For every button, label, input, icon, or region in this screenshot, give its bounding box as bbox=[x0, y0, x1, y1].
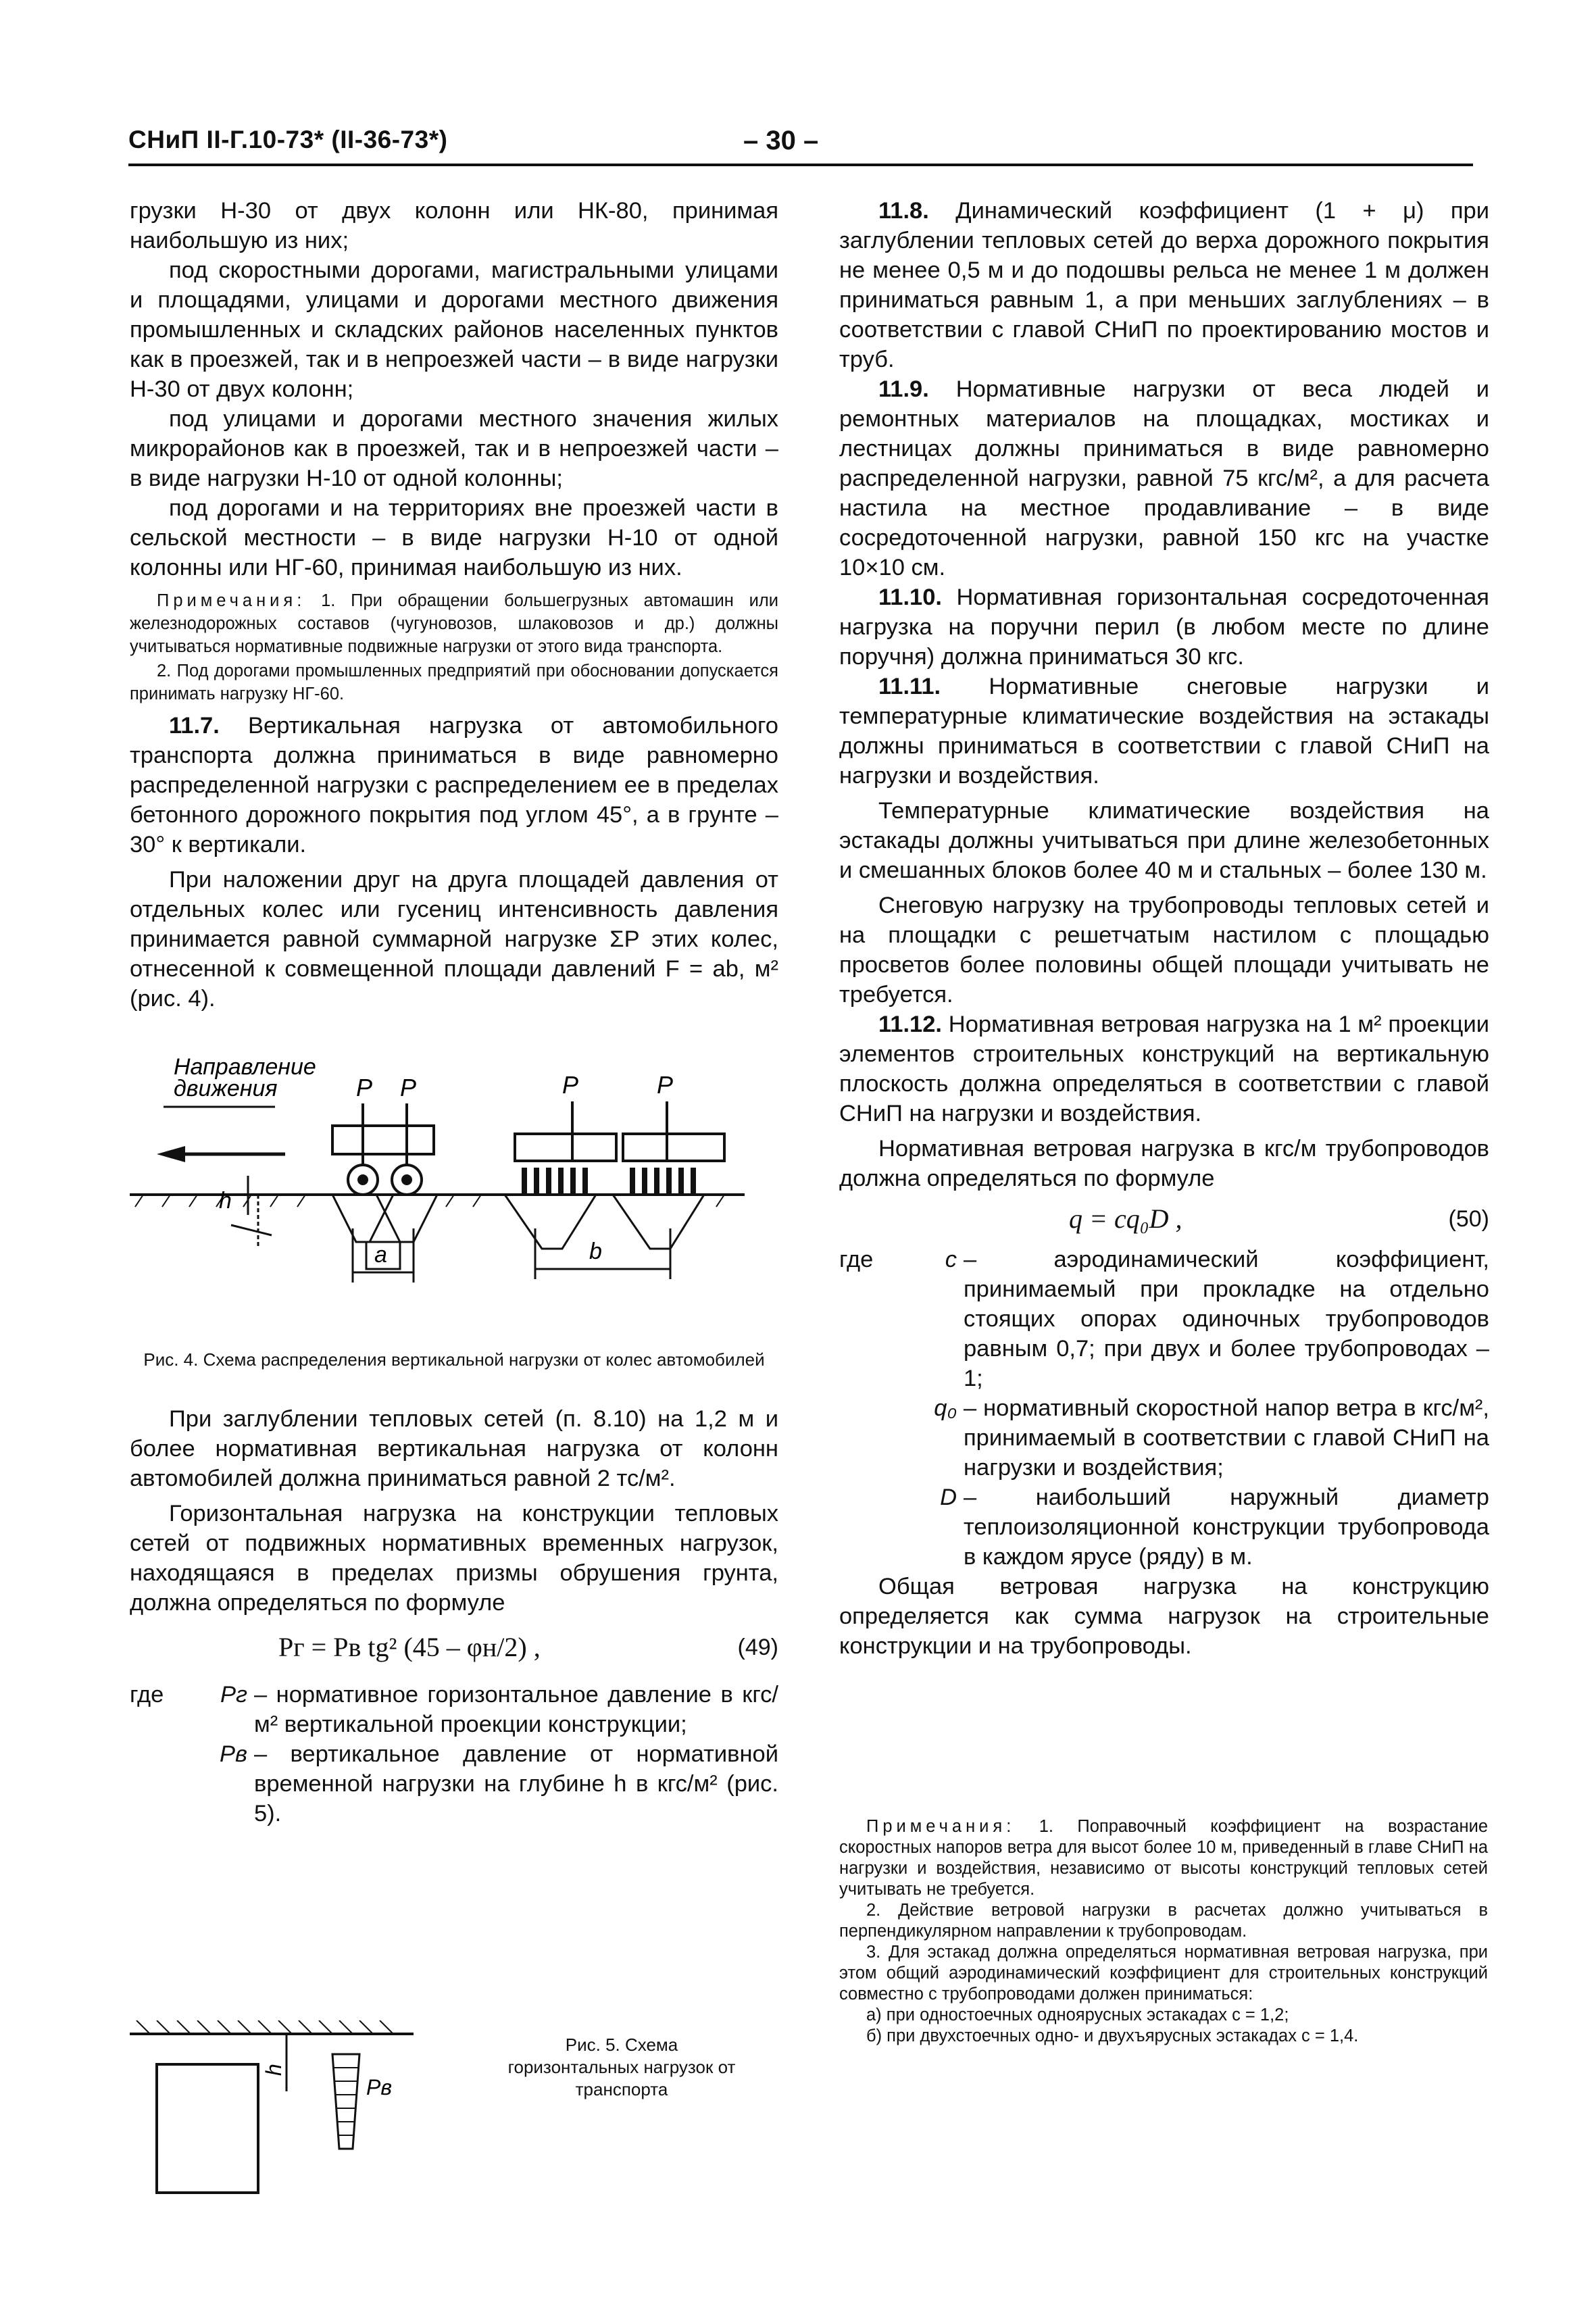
definition-c bbox=[839, 1245, 1489, 1393]
symbol: q₀ bbox=[934, 1395, 957, 1421]
symbol: c bbox=[945, 1247, 957, 1272]
note: 2. Под дорогами промышленных предприятий при обосновании допускается принимать нагрузку НГ-60. bbox=[130, 662, 778, 703]
right-column bbox=[839, 196, 1489, 1661]
definition-text: – аэродинамический коэффициент, принимаемый при прокладке на отдельно стоящих опорах одиночных трубопроводов равным 0,7; при двух и более трубопроводах – 1; bbox=[964, 1247, 1489, 1391]
note bbox=[130, 589, 778, 658]
definition-q0 bbox=[839, 1393, 1489, 1483]
paragraph: под улицами и дорогами местного значения жилых микрорайонов как в проезжей, так и в непроезжей части – в виде нагрузки Н-10 от одной колонны; bbox=[130, 406, 778, 491]
note-heading: Примечания: bbox=[866, 1817, 1016, 1836]
figure-4 bbox=[130, 1026, 778, 1404]
clause-11-7 bbox=[130, 711, 778, 860]
dimension-label-b: b bbox=[589, 1239, 602, 1264]
symbol: Pв bbox=[219, 1741, 247, 1767]
formula-49-definitions bbox=[130, 1680, 778, 1828]
paragraph: Снеговую нагрузку на трубопроводы тепловых сетей и на площадки с решетчатым настилом с площадью просветов более половины общей площади учитывать не требуется. bbox=[839, 893, 1489, 1007]
dimension-label-a: a bbox=[374, 1242, 387, 1268]
definition-pv bbox=[130, 1739, 778, 1828]
clause-text: Вертикальная нагрузка от автомобильного транспорта должна приниматься в виде равномерно распределенной нагрузки с распределением ее в пределах бетонного дорожного покрытия под углом 45°, а в грунте – 30° к вертикали. bbox=[130, 713, 778, 857]
formula-50-number: (50) bbox=[1448, 1206, 1489, 1232]
clause-text: Нормативные снеговые нагрузки и температурные климатические воздействия на эстакады должны приниматься в соответствии с главой СНиП на нагрузки и воздействия. bbox=[839, 674, 1489, 789]
note bbox=[839, 1816, 1488, 1900]
right-notes bbox=[839, 1816, 1488, 2047]
car-axle-loads bbox=[332, 1101, 724, 1180]
clause-11-10 bbox=[839, 582, 1489, 672]
clause-11-8 bbox=[839, 196, 1489, 374]
ground-hatching bbox=[136, 2020, 393, 2034]
paragraph: При наложении друг на друга площадей давления от отдельных колес или гусениц интенсивность давления принимается равной суммарной нагрузке ΣP этих колес, отнесенной к совмещенной площади давлений F = ab, м² (рис. 4). bbox=[130, 867, 778, 1012]
dimension-b bbox=[535, 1228, 670, 1279]
definition-pg bbox=[130, 1680, 778, 1739]
load-label-p: P bbox=[657, 1071, 674, 1099]
clause-number: 11.10. bbox=[878, 584, 943, 610]
paragraph: Горизонтальная нагрузка на конструкции тепловых сетей от подвижных нормативных временных нагрузок, находящаяся в пределах призмы обрушения грунта, должна определяться по формуле bbox=[130, 1501, 778, 1616]
paragraph: Нормативная ветровая нагрузка в кгс/м трубопроводов должна определяться по формуле bbox=[839, 1136, 1489, 1191]
figure-5-caption: Рис. 5. Схема горизонтальных нагрузок от транспорта bbox=[507, 2035, 736, 2099]
clause-number: 11.9. bbox=[878, 376, 929, 402]
definition-d bbox=[839, 1483, 1489, 1572]
note-text: 1. При обращении большегрузных автомашин или железнодорожных составов (чугуновозов, шлаковозов и др.) должны учитываться нормативные подвижные нагрузки от этого вида транспорта. bbox=[130, 591, 778, 656]
depth-label-h: h bbox=[219, 1188, 232, 1214]
direction-label-line2: движения bbox=[174, 1076, 278, 1101]
clause-number: 11.7. bbox=[169, 713, 220, 739]
pressure-distribution-lines bbox=[332, 1195, 704, 1249]
track-treads bbox=[522, 1168, 696, 1193]
clause-text: Нормативная горизонтальная сосредоточенная нагрузка на поручни перил (в любом месте по длине поручня) должна приниматься 30 кгс. bbox=[839, 584, 1489, 670]
clause-text: Нормативные нагрузки от веса людей и ремонтных материалов на площадках, мостиках и лестницах должны приниматься в виде равномерно распределенной нагрузки, равной 75 кгс/м², а для расчета настила на местное продавливание – в виде сосредоточенной нагрузки, равной 150 кгс на участке 10×10 см. bbox=[839, 376, 1489, 580]
page-number: – 30 – bbox=[743, 126, 819, 155]
definition-text: – вертикальное давление от нормативной временной нагрузки на глубине h в кгс/м² (рис. 5). bbox=[254, 1741, 778, 1826]
clause-text: Нормативная ветровая нагрузка на 1 м² проекции элементов строительных конструкций на вертикальную плоскость должна определяться в соответствии с главой СНиП на нагрузки и воздействия. bbox=[839, 1012, 1489, 1126]
conduit-section bbox=[157, 2064, 258, 2193]
load-label-p: P bbox=[400, 1074, 417, 1101]
figure-4-caption: Рис. 4. Схема распределения вертикальной нагрузки от колес автомобилей bbox=[143, 1349, 765, 1370]
symbol: Pг bbox=[220, 1682, 247, 1708]
left-column bbox=[130, 196, 778, 1828]
wheels bbox=[348, 1165, 422, 1195]
header-rule bbox=[128, 164, 1473, 166]
note-text: 1. Поправочный коэффициент на возрастание скоростных напоров ветра для высот более 10 м, приведенный в главе СНиП на нагрузки и воздействия, независимо от высоты конструкций тепловых сетей учитывать не требуется. bbox=[839, 1817, 1488, 1899]
note: 3. Для эстакад должна определяться нормативная ветровая нагрузка, при этом общий аэродинамический коэффициент для строительных конструкций совместно с трубопроводами должен приниматься: bbox=[839, 1943, 1488, 2003]
definition-text: – наибольший наружный диаметр теплоизоляционной конструкции трубопровода в каждом ярусе (ряду) в м. bbox=[964, 1485, 1489, 1570]
formula-49 bbox=[130, 1618, 778, 1676]
where-label: где bbox=[130, 1682, 164, 1708]
direction-label-line1: Направление bbox=[174, 1054, 316, 1080]
clause-11-9 bbox=[839, 374, 1489, 582]
paragraph: Общая ветровая нагрузка на конструкцию определяется как сумма нагрузок на строительные конструкции и на трубопроводы. bbox=[839, 1574, 1489, 1659]
note-heading: Примечания: bbox=[157, 591, 306, 610]
clause-text: Динамический коэффициент (1 + μ) при заглублении тепловых сетей до верха дорожного покрытия не менее 0,5 м и до подошвы рельса не менее 1 м должен приниматься равным 1, а при меньших заглублениях – в соответствии с главой СНиП по проектированию мостов и труб. bbox=[839, 198, 1489, 372]
figure-4-caption-wrap bbox=[130, 1349, 778, 1371]
definition-text: – нормативное горизонтальное давление в кгс/м² вертикальной проекции конструкции; bbox=[254, 1682, 778, 1737]
paragraph: грузки Н-30 от двух колонн или НК-80, принимая наибольшую из них; bbox=[130, 198, 778, 253]
clause-11-12 bbox=[839, 1010, 1489, 1128]
clause-number: 11.12. bbox=[878, 1012, 943, 1037]
depth-label-h: h bbox=[261, 2064, 286, 2076]
formula-49-expression: Pг = Pв tg² (45 – φн/2) , bbox=[278, 1632, 541, 1662]
paragraph: под дорогами и на территориях вне проезжей части в сельской местности – в виде нагрузки Н-10 от одной колонны или НГ-60, принимая наибольшую из них. bbox=[130, 495, 778, 580]
clause-number: 11.11. bbox=[878, 674, 941, 699]
paragraph: под скоростными дорогами, магистральными улицами и площадями, улицами и дорогами местного движения промышленных и складских районов населенных пунктов как в проезжей, так и в непроезжей части – в виде нагрузки Н-30 от двух колонн; bbox=[130, 257, 778, 402]
pressure-label: Pв bbox=[366, 2075, 393, 2099]
load-label-p: P bbox=[356, 1074, 373, 1101]
paragraph: При заглублении тепловых сетей (п. 8.10) на 1,2 м и более нормативная вертикальная нагрузка от колонн автомобилей должна приниматься равной 2 тс/м². bbox=[130, 1406, 778, 1491]
formula-49-number: (49) bbox=[737, 1635, 778, 1660]
formula-50-definitions bbox=[839, 1245, 1489, 1572]
formula-50-expression: q = cq₀D , bbox=[1069, 1203, 1182, 1234]
note: 2. Действие ветровой нагрузки в расчетах должно учитываться в перпендикулярном направлении к трубопроводам. bbox=[839, 1901, 1488, 1941]
note-item: б) при двухстоечных одно- и двухъярусных эстакадах c = 1,4. bbox=[866, 2026, 1359, 2045]
paragraph: Температурные климатические воздействия на эстакады должны учитываться при длине железобетонных и смешанных блоков более 40 м и стальных – более 130 м. bbox=[839, 798, 1489, 883]
wheel-load-diagram bbox=[130, 1026, 778, 1343]
note-item: а) при одностоечных одноярусных эстакадах c = 1,2; bbox=[866, 2006, 1289, 2024]
document-code: СНиП II-Г.10-73* (II-36-73*) bbox=[128, 126, 448, 153]
where-label: где bbox=[839, 1247, 874, 1272]
clause-11-11 bbox=[839, 672, 1489, 791]
load-label-p: P bbox=[562, 1071, 579, 1099]
symbol: D bbox=[940, 1485, 957, 1510]
definition-text: – нормативный скоростной напор ветра в кгс/м², принимаемый в соответствии с главой СНиП на нагрузки и воздействия; bbox=[964, 1395, 1489, 1480]
clause-number: 11.8. bbox=[878, 198, 929, 224]
formula-50 bbox=[839, 1193, 1489, 1241]
